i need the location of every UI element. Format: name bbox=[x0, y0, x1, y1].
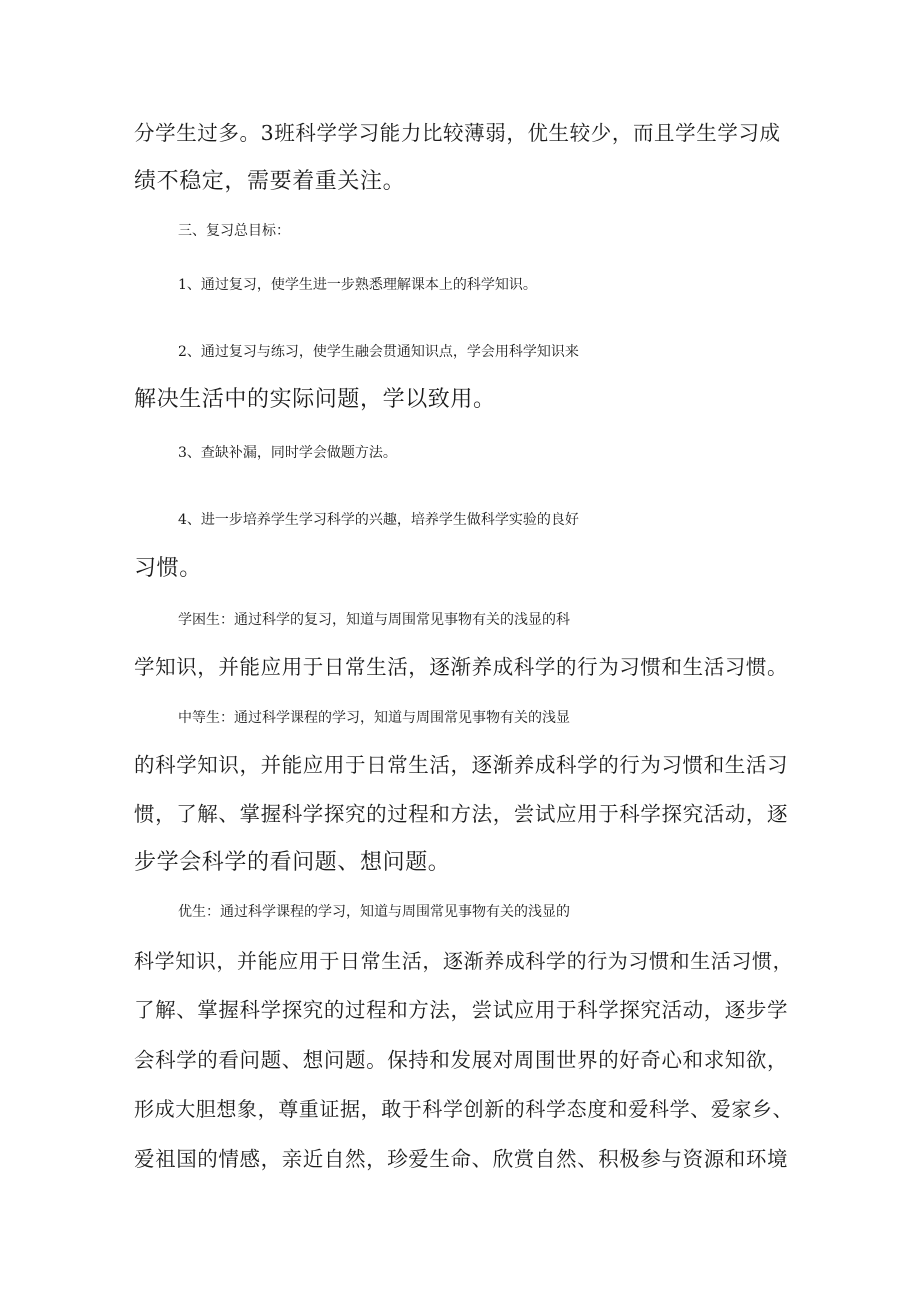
list-item: 4、进一步培养学生学习科学的兴趣，培养学生做科学实验的良好 bbox=[178, 512, 579, 528]
text-line: 形成大胆想象，尊重证据，敢于科学创新的科学态度和爱科学、爱家乡、 bbox=[134, 1097, 794, 1121]
paragraph-line: 中等生：通过科学课程的学习，知道与周围常见事物有关的浅显 bbox=[178, 710, 570, 726]
text-line: 会科学的看问题、想问题。保持和发展对周围世界的好奇心和求知欲， bbox=[134, 1048, 789, 1072]
text-line: 步学会科学的看问题、想问题。 bbox=[134, 850, 451, 875]
text-line: 习惯。 bbox=[134, 556, 202, 581]
paragraph-line: 学困生：通过科学的复习，知道与周围常见事物有关的浅显的科 bbox=[178, 612, 570, 628]
text-line: 绩不稳定，需要着重关注。 bbox=[134, 169, 406, 194]
text-line: 了解、掌握科学探究的过程和方法，尝试应用于科学探究活动，逐步学 bbox=[134, 998, 789, 1022]
list-item: 1、通过复习，使学生进一步熟悉理解课本上的科学知识。 bbox=[178, 277, 537, 293]
list-item: 2、通过复习与练习，使学生融会贯通知识点，学会用科学知识来 bbox=[178, 344, 579, 360]
list-item: 3、查缺补漏，同时学会做题方法。 bbox=[178, 445, 397, 461]
text-line: 分学生过多。3班科学学习能力比较薄弱，优生较少，而且学生学习成 bbox=[134, 121, 781, 145]
text-line: 的科学知识，并能应用于日常生活，逐渐养成科学的行为习惯和生活习 bbox=[134, 753, 789, 777]
text-line: 科学知识，并能应用于日常生活，逐渐养成科学的行为习惯和生活习惯， bbox=[134, 949, 794, 973]
text-line: 解决生活中的实际问题，学以致用。 bbox=[134, 387, 496, 412]
text-line: 学知识，并能应用于日常生活，逐渐养成科学的行为习惯和生活习惯。 bbox=[134, 655, 789, 679]
section-heading: 三、复习总目标： bbox=[178, 223, 290, 239]
text-line: 惯，了解、掌握科学探究的过程和方法，尝试应用于科学探究活动，逐 bbox=[134, 802, 789, 826]
paragraph-line: 优生：通过科学课程的学习，知道与周围常见事物有关的浅显的 bbox=[178, 904, 570, 920]
text-line: 爱祖国的情感，亲近自然，珍爱生命、欣赏自然、积极参与资源和环境 bbox=[134, 1147, 789, 1171]
